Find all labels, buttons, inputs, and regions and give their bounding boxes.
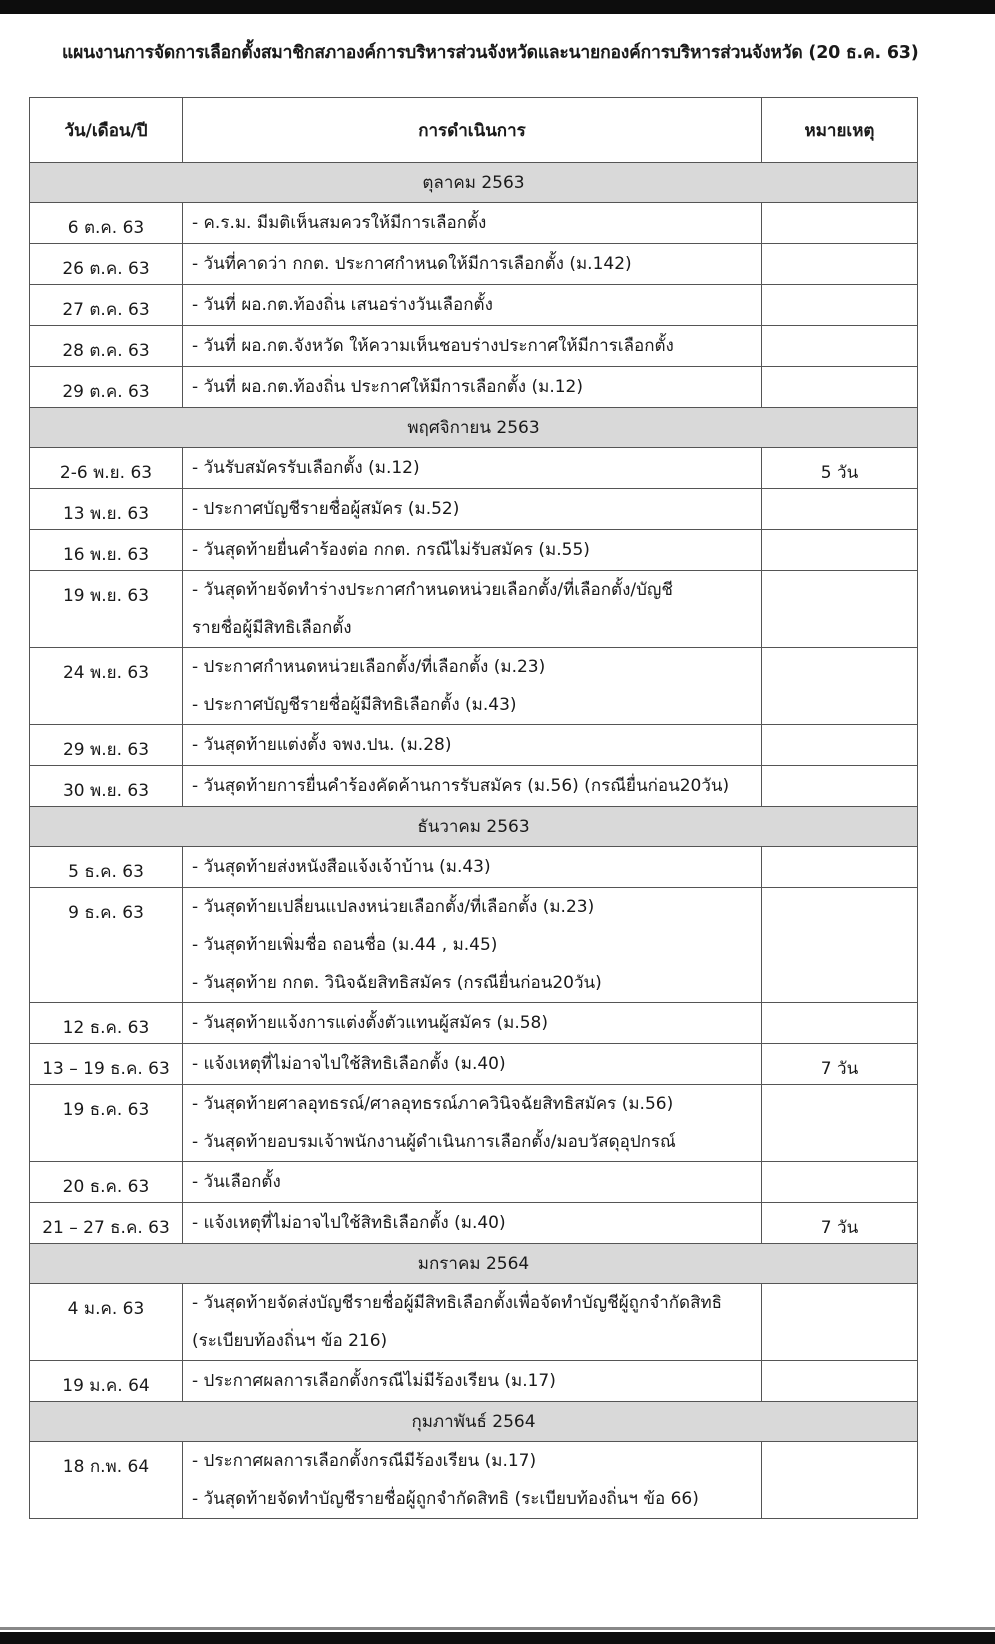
bottom-divider [0,1627,995,1630]
action-cell [183,1162,762,1203]
action-line: - วันเลือกตั้ง [192,1172,281,1192]
action-cell [183,1361,762,1402]
action-cell [183,1085,762,1162]
action-line: - วันสุดท้ายจัดทำร่างประกาศกำหนดหน่วยเลือกตั้ง/ที่เลือกตั้ง/บัญชี [192,580,673,600]
month-row [30,807,918,847]
table-row [30,285,918,326]
date-cell: 19 ม.ค. 64 [30,1361,183,1402]
action-line: - ประกาศบัญชีรายชื่อผู้มีสิทธิเลือกตั้ง (ม.43) [192,695,517,715]
action-line: - วันรับสมัครรับเลือกตั้ง (ม.12) [192,458,420,478]
table-row [30,489,918,530]
action-cell [183,1203,762,1244]
action-cell [183,766,762,807]
note-cell [762,725,918,766]
action-cell [183,1044,762,1085]
note-cell [762,847,918,888]
action-cell [183,367,762,408]
action-line: - แจ้งเหตุที่ไม่อาจไปใช้สิทธิเลือกตั้ง (ม.40) [192,1213,506,1233]
action-cell [183,847,762,888]
note-cell: 5 วัน [762,448,918,489]
month-label: มกราคม 2564 [30,1244,918,1284]
action-cell [183,571,762,648]
note-cell: 7 วัน [762,1203,918,1244]
action-line: - วันสุดท้าย กกต. วินิจฉัยสิทธิสมัคร (กรณียื่นก่อน20วัน) [192,973,602,993]
date-cell: 9 ธ.ค. 63 [30,888,183,1003]
note-cell [762,244,918,285]
table-row [30,1442,918,1519]
note-cell [762,326,918,367]
note-cell [762,571,918,648]
action-line: - วันที่ ผอ.กต.ท้องถิ่น เสนอร่างวันเลือกตั้ง [192,295,493,315]
table-row [30,448,918,489]
note-cell [762,1361,918,1402]
action-line: - วันสุดท้ายยื่นคำร้องต่อ กกต. กรณีไม่รับสมัคร (ม.55) [192,540,590,560]
table-row [30,888,918,1003]
action-line: - วันที่คาดว่า กกต. ประกาศกำหนดให้มีการเลือกตั้ง (ม.142) [192,254,632,274]
date-cell: 27 ต.ค. 63 [30,285,183,326]
action-line: (ระเบียบท้องถิ่นฯ ข้อ 216) [192,1331,388,1351]
table-row [30,725,918,766]
action-line: - ประกาศผลการเลือกตั้งกรณีมีร้องเรียน (ม.17) [192,1451,537,1471]
action-line: - ประกาศบัญชีรายชื่อผู้สมัคร (ม.52) [192,499,460,519]
date-cell: 29 ต.ค. 63 [30,367,183,408]
month-label: ตุลาคม 2563 [30,163,918,203]
table-row [30,766,918,807]
table-row [30,1085,918,1162]
action-line: - วันสุดท้ายเพิ่มชื่อ ถอนชื่อ (ม.44 , ม.45) [192,935,498,955]
date-cell: 6 ต.ค. 63 [30,203,183,244]
table-row [30,648,918,725]
table-row [30,367,918,408]
action-cell [183,1003,762,1044]
table-body [30,163,918,1519]
note-cell [762,530,918,571]
action-cell [183,888,762,1003]
date-cell: 2-6 พ.ย. 63 [30,448,183,489]
action-cell [183,244,762,285]
table-row [30,847,918,888]
date-cell: 5 ธ.ค. 63 [30,847,183,888]
table-row [30,244,918,285]
action-line: - วันที่ ผอ.กต.จังหวัด ให้ความเห็นชอบร่างประกาศให้มีการเลือกตั้ง [192,336,674,356]
note-cell [762,1003,918,1044]
date-cell: 18 ก.พ. 64 [30,1442,183,1519]
date-cell: 24 พ.ย. 63 [30,648,183,725]
note-cell [762,1085,918,1162]
note-cell [762,1284,918,1361]
table-row [30,571,918,648]
date-cell: 30 พ.ย. 63 [30,766,183,807]
table-row [30,1044,918,1085]
date-cell: 20 ธ.ค. 63 [30,1162,183,1203]
header-note: หมายเหตุ [762,98,918,163]
action-line: - ประกาศผลการเลือกตั้งกรณีไม่มีร้องเรียน (ม.17) [192,1371,556,1391]
action-line: - วันสุดท้ายแต่งตั้ง จพง.ปน. (ม.28) [192,735,452,755]
action-cell [183,203,762,244]
date-cell: 19 ธ.ค. 63 [30,1085,183,1162]
date-cell: 12 ธ.ค. 63 [30,1003,183,1044]
month-label: กุมภาพันธ์ 2564 [30,1402,918,1442]
action-line: - วันสุดท้ายจัดทำบัญชีรายชื่อผู้ถูกจำกัดสิทธิ (ระเบียบท้องถิ่นฯ ข้อ 66) [192,1489,699,1509]
top-dark-bar [0,0,995,14]
note-cell [762,1442,918,1519]
action-line: - วันสุดท้ายจัดส่งบัญชีรายชื่อผู้มีสิทธิเลือกตั้งเพื่อจัดทำบัญชีผู้ถูกจำกัดสิทธิ [192,1293,723,1313]
note-cell [762,489,918,530]
action-cell [183,489,762,530]
header-action: การดำเนินการ [183,98,762,163]
action-cell [183,285,762,326]
action-line: - วันที่ ผอ.กต.ท้องถิ่น ประกาศให้มีการเลือกตั้ง (ม.12) [192,377,584,397]
note-cell: 7 วัน [762,1044,918,1085]
note-cell [762,203,918,244]
action-cell [183,725,762,766]
date-cell: 26 ต.ค. 63 [30,244,183,285]
action-cell [183,448,762,489]
month-row [30,1402,918,1442]
date-cell: 13 – 19 ธ.ค. 63 [30,1044,183,1085]
action-cell [183,326,762,367]
action-line: - วันสุดท้ายเปลี่ยนแปลงหน่วยเลือกตั้ง/ที่เลือกตั้ง (ม.23) [192,897,595,917]
month-row [30,408,918,448]
action-line: - ประกาศกำหนดหน่วยเลือกตั้ง/ที่เลือกตั้ง (ม.23) [192,657,546,677]
date-cell: 29 พ.ย. 63 [30,725,183,766]
action-line: - วันสุดท้ายแจ้งการแต่งตั้งตัวแทนผู้สมัคร (ม.58) [192,1013,548,1033]
month-label: พฤศจิกายน 2563 [30,408,918,448]
table-row [30,1203,918,1244]
date-cell: 4 ม.ค. 63 [30,1284,183,1361]
month-label: ธันวาคม 2563 [30,807,918,847]
table-row [30,530,918,571]
action-line: - วันสุดท้ายศาลอุทธรณ์/ศาลอุทธรณ์ภาควินิจฉัยสิทธิสมัคร (ม.56) [192,1094,674,1114]
action-line: รายชื่อผู้มีสิทธิเลือกตั้ง [192,618,352,638]
month-row [30,1244,918,1284]
action-line: - ค.ร.ม. มีมติเห็นสมควรให้มีการเลือกตั้ง [192,213,487,233]
action-cell [183,648,762,725]
date-cell: 28 ต.ค. 63 [30,326,183,367]
action-cell [183,1284,762,1361]
note-cell [762,1162,918,1203]
note-cell [762,367,918,408]
page-title: แผนงานการจัดการเลือกตั้งสมาชิกสภาองค์การบริหารส่วนจังหวัดและนายกองค์การบริหารส่วนจังหวัด (20 ธ.ค. 63) [62,43,919,63]
bottom-dark-bar [0,1632,995,1644]
table-header-row [30,98,918,163]
month-row [30,163,918,203]
date-cell: 16 พ.ย. 63 [30,530,183,571]
note-cell [762,285,918,326]
action-cell [183,530,762,571]
action-line: - วันสุดท้ายอบรมเจ้าพนักงานผู้ดำเนินการเลือกตั้ง/มอบวัสดุอุปกรณ์ [192,1132,676,1152]
table-row [30,203,918,244]
action-line: - วันสุดท้ายการยื่นคำร้องคัดค้านการรับสมัคร (ม.56) (กรณียื่นก่อน20วัน) [192,776,730,796]
date-cell: 21 – 27 ธ.ค. 63 [30,1203,183,1244]
note-cell [762,648,918,725]
date-cell: 13 พ.ย. 63 [30,489,183,530]
date-cell: 19 พ.ย. 63 [30,571,183,648]
table-row [30,326,918,367]
table-row [30,1284,918,1361]
table-row [30,1162,918,1203]
table-row [30,1361,918,1402]
action-line: - วันสุดท้ายส่งหนังสือแจ้งเจ้าบ้าน (ม.43) [192,857,491,877]
table-row [30,1003,918,1044]
note-cell [762,888,918,1003]
election-schedule-table [29,97,918,1519]
note-cell [762,766,918,807]
header-date: วัน/เดือน/ปี [30,98,183,163]
action-cell [183,1442,762,1519]
action-line: - แจ้งเหตุที่ไม่อาจไปใช้สิทธิเลือกตั้ง (ม.40) [192,1054,506,1074]
